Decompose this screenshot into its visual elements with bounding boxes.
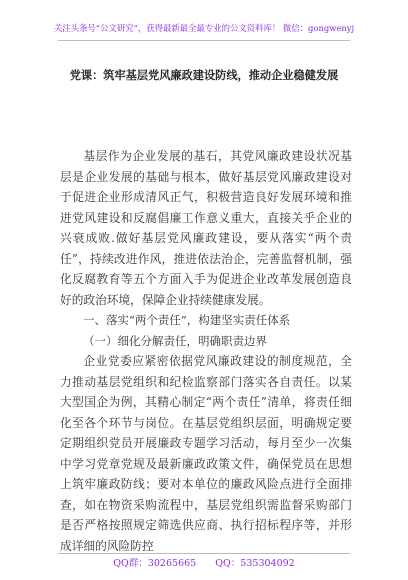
footer-qq: QQ：535304092	[215, 558, 295, 569]
footer-divider	[58, 553, 350, 554]
section-heading: 一、落实“两个责任”，构建坚实责任体系	[83, 313, 291, 327]
subsection-heading: （一）细化分解责任，明确职责边界	[83, 333, 267, 348]
document-body	[60, 146, 352, 556]
page-footer	[0, 555, 408, 569]
footer-qq-group: QQ群：30265665	[113, 558, 197, 569]
intro-paragraph: 基层作为企业发展的基石，其党风廉政建设状况基层是企业发展的基础与根本，做好基层党风廉政建设对于促进企业形成清风正气，积极营造良好发展环境和推进党风建设和反腐倡廉工作意义重大，直接关乎企业的兴衰成败.做好基层党风廉政建设，要从落实“两个责任”，持续改进作风，推进依法治企，完善监督机制，强化反腐教育等五个方面入手为促进企业改革发展创造良好的政治环境，保障企业持续健康发展。	[60, 149, 352, 307]
body-paragraph: 企业党委应紧密依据党风廉政建设的制度规范，全力推动基层党组织和纪检监察部门落实各自责任。以某大型国企为例，其精心制定“两个责任”清单，将责任细化至各个环节与岗位。在基层党组织层面，明确规定要定期组织党员开展廉政专题学习活动，每月至少一次集中学习党章党规及最新廉政政策文件，确保党员在思想上筑牢廉政防线；要对本单位的廉政风险点进行全面排查，如在物资采购流程中，基层党组织需监督采购部门是否严格按照规定筛选供应商、执行招标程序等，并形成详细的风险防控	[60, 354, 352, 553]
page-header: 关注头条号“公文研究”，获得最新最全最专业的公文资料库！ 微信：gongwenyj	[53, 23, 355, 33]
header-divider	[58, 40, 350, 41]
document-title: 党课：筑牢基层党风廉政建设防线，推动企业稳健发展	[69, 68, 339, 82]
